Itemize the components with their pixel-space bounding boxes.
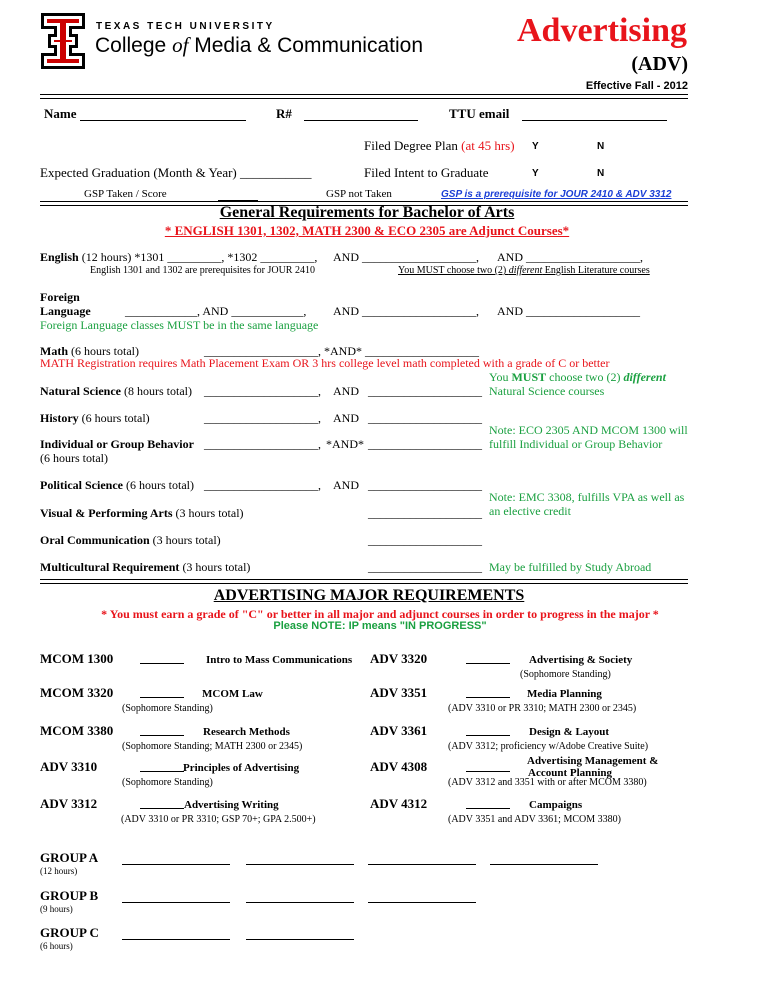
degree-plan-label (364, 138, 515, 154)
course-code: ADV 3361 (370, 723, 428, 738)
math-label-text: Math (40, 344, 68, 358)
adjunct-note: * ENGLISH 1301, 1302, MATH 2300 & ECO 2305 are Adjunct Courses* (164, 223, 570, 238)
course-name: Advertising Writing (184, 799, 279, 811)
natsci-label (40, 384, 192, 399)
program-abbr: (ADV) (631, 53, 688, 75)
course-grade-field[interactable] (466, 735, 510, 736)
course-code: ADV 3351 (370, 685, 428, 700)
vpa-label (40, 506, 244, 521)
course-grade-field[interactable] (140, 697, 184, 698)
header-rule (40, 94, 688, 99)
oral-label (40, 533, 221, 548)
course-code: ADV 3312 (40, 796, 98, 811)
history-label-text: History (40, 411, 79, 425)
group-course-field[interactable] (490, 864, 598, 865)
group-course-field[interactable] (122, 939, 230, 940)
course-prereq: (ADV 3312 and 3351 with or after MCOM 3380) (448, 777, 647, 788)
emc-note-2: an elective credit (489, 504, 571, 518)
natsci-note-1 (489, 370, 666, 385)
group-hours: (6 hours) (40, 941, 73, 951)
course-prereq: (ADV 3310 or PR 3310; GSP 70+; GPA 2.500+) (121, 814, 316, 825)
degree-plan-text: Filed Degree Plan (364, 138, 458, 153)
course-grade-field[interactable] (466, 663, 510, 664)
name-field[interactable] (80, 120, 246, 121)
emc-note-1: Note: EMC 3308, fulfills VPA as well as (489, 490, 685, 504)
ttu-logo (40, 12, 86, 70)
english-label (40, 250, 317, 265)
polisci-blank-1[interactable]: ___________________, (204, 478, 321, 492)
rnum-field[interactable] (304, 120, 418, 121)
english-and-2[interactable]: AND ___________________, (497, 250, 643, 264)
gen-req-rule (40, 579, 688, 584)
group-course-field[interactable] (368, 902, 476, 903)
college-name-pre: College (95, 34, 167, 57)
oral-hours: (3 hours total) (149, 533, 221, 547)
english-choose-a: You MUST choose two (2) (398, 265, 509, 276)
igb-hours: (6 hours total) (40, 451, 108, 465)
ns-c: choose two (2) (546, 370, 624, 384)
group-course-field[interactable] (246, 939, 354, 940)
natsci-label-text: Natural Science (40, 384, 121, 398)
math-blanks[interactable]: ___________________, *AND* ___________________ (204, 344, 479, 358)
polisci-and: AND (333, 478, 359, 492)
course-grade-field[interactable] (466, 697, 510, 698)
course-grade-field[interactable] (466, 771, 510, 772)
gsp-taken-label: GSP Taken / Score (84, 188, 167, 200)
course-code: ADV 4312 (370, 796, 428, 811)
math-hours: (6 hours total) (68, 344, 139, 358)
gsp-note: GSP is a prerequisite for JOUR 2410 & ADV 3312 (441, 189, 672, 200)
email-label: TTU email (449, 106, 510, 121)
natsci-blank-2[interactable]: ___________________ (368, 384, 482, 398)
course-prereq: (ADV 3312; proficiency w/Adobe Creative Suite) (448, 741, 649, 752)
ns-b: MUST (511, 370, 547, 384)
college-name (95, 33, 423, 58)
history-label (40, 411, 150, 426)
group-course-field[interactable] (122, 902, 230, 903)
intent-no[interactable]: N (597, 168, 605, 179)
vpa-label-text: Visual & Performing Arts (40, 506, 173, 520)
college-name-of: of (172, 33, 189, 57)
course-code: MCOM 3320 (40, 685, 114, 700)
course-name: Research Methods (203, 726, 290, 738)
english-hours: (12 hours) *1301 _________, *1302 _________, (78, 250, 318, 264)
foreign-label-1: Foreign (40, 290, 80, 304)
course-prereq: (ADV 3310 or PR 3310; MATH 2300 or 2345) (448, 703, 637, 714)
multi-hours: (3 hours total) (179, 560, 251, 574)
course-grade-field[interactable] (140, 771, 184, 772)
english-label-text: English (40, 250, 79, 264)
degree-plan-yes[interactable]: Y (532, 141, 539, 152)
course-name: Advertising Management & (527, 755, 659, 767)
group-course-field[interactable] (122, 864, 230, 865)
degree-plan-note: (at 45 hrs) (461, 138, 515, 153)
college-name-post: Media & Communication (194, 34, 424, 57)
intent-label: Filed Intent to Graduate (364, 165, 489, 180)
vpa-blank[interactable]: ___________________ (368, 506, 482, 520)
major-warning: * You must earn a grade of "C" or better in all major and adjunct courses in order to progress in the major * (101, 607, 659, 621)
foreign-and-2[interactable]: AND ___________________ (497, 304, 640, 318)
group-hours: (12 hours) (40, 866, 78, 876)
english-and-1[interactable]: AND ___________________, (333, 250, 479, 264)
course-name: Design & Layout (529, 726, 610, 738)
course-name: MCOM Law (202, 688, 263, 700)
polisci-label (40, 478, 194, 493)
course-code: MCOM 1300 (40, 651, 114, 666)
english-choose-c: English Literature courses (542, 265, 650, 276)
group-course-field[interactable] (246, 902, 354, 903)
foreign-blanks[interactable]: ____________, AND ____________, (125, 304, 307, 318)
course-prereq: (Sophomore Standing; MATH 2300 or 2345) (122, 741, 303, 752)
vpa-hours: (3 hours total) (172, 506, 244, 520)
university-name: TEXAS TECH UNIVERSITY (96, 21, 275, 32)
natsci-and: AND (333, 384, 359, 398)
gen-req-title: General Requirements for Bachelor of Arts (219, 204, 515, 221)
multi-blank[interactable]: ___________________ (368, 560, 482, 574)
course-prereq: (Sophomore Standing) (122, 703, 213, 714)
natsci-blank-1[interactable]: ___________________, (204, 384, 321, 398)
course-code: MCOM 3380 (40, 723, 114, 738)
effective-date: Effective Fall - 2012 (585, 80, 688, 92)
course-code: ADV 4308 (370, 759, 428, 774)
course-code: ADV 3320 (370, 651, 428, 666)
foreign-note: Foreign Language classes MUST be in the same language (40, 318, 319, 332)
course-prereq: (Sophomore Standing) (520, 669, 611, 680)
course-name: Media Planning (527, 688, 602, 700)
ns-a: You (489, 370, 512, 384)
foreign-and-1[interactable]: AND ___________________, (333, 304, 479, 318)
ns-d: different (623, 370, 666, 384)
course-name: Advertising & Society (529, 654, 633, 666)
course-name: Principles of Advertising (183, 762, 300, 774)
igb-blank-2[interactable]: ___________________ (368, 437, 482, 451)
igb-blank-1[interactable]: ___________________, (204, 437, 321, 451)
course-name-2: Account Planning (528, 767, 613, 779)
oral-label-text: Oral Communication (40, 533, 150, 547)
email-field[interactable] (522, 120, 667, 121)
history-blank-2[interactable]: ___________________ (368, 411, 482, 425)
oral-blank[interactable]: ___________________ (368, 533, 482, 547)
course-grade-field[interactable] (140, 735, 184, 736)
expected-grad-label: Expected Graduation (Month & Year) ___________ (40, 165, 312, 180)
course-prereq: (ADV 3351 and ADV 3361; MCOM 3380) (448, 814, 621, 825)
polisci-hours: (6 hours total) (122, 478, 194, 492)
course-name: Campaigns (529, 799, 583, 811)
history-hours: (6 hours total) (78, 411, 150, 425)
group-hours: (9 hours) (40, 904, 73, 914)
course-name: Intro to Mass Communications (206, 654, 353, 666)
group-course-field[interactable] (368, 864, 476, 865)
polisci-blank-2[interactable]: ___________________ (368, 478, 482, 492)
foreign-label-2: Language (40, 304, 91, 318)
polisci-label-text: Political Science (40, 478, 123, 492)
multi-label-text: Multicultural Requirement (40, 560, 180, 574)
group-label: GROUP B (40, 888, 99, 903)
ip-note: Please NOTE: IP means "IN PROGRESS" (273, 620, 487, 632)
igb-and: *AND* (326, 437, 364, 451)
multi-note: May be fulfilled by Study Abroad (489, 560, 652, 574)
intent-yes[interactable]: Y (532, 168, 539, 179)
course-prereq: (Sophomore Standing) (122, 777, 213, 788)
group-label: GROUP A (40, 850, 99, 865)
english-choose-note (398, 265, 650, 276)
rnum-label: R# (276, 106, 292, 121)
group-label: GROUP C (40, 925, 99, 940)
english-choose-b: different (508, 265, 543, 276)
page-title: Advertising (517, 12, 687, 49)
name-label: Name (44, 106, 77, 121)
eco-note-1: Note: ECO 2305 AND MCOM 1300 will (489, 423, 688, 437)
course-grade-field[interactable] (140, 663, 184, 664)
course-grade-field[interactable] (466, 808, 510, 809)
multi-label (40, 560, 250, 575)
english-prereq-note: English 1301 and 1302 are prerequisites for JOUR 2410 (90, 265, 315, 276)
course-code: ADV 3310 (40, 759, 98, 774)
group-course-field[interactable] (246, 864, 354, 865)
igb-label: Individual or Group Behavior (40, 437, 194, 451)
major-req-title: ADVERTISING MAJOR REQUIREMENTS (213, 587, 525, 604)
history-and: AND (333, 411, 359, 425)
math-note: MATH Registration requires Math Placement Exam OR 3 hrs college level math completed with a grade of C or better (40, 356, 610, 370)
history-blank-1[interactable]: ___________________, (204, 411, 321, 425)
natsci-note-2: Natural Science courses (489, 384, 605, 398)
degree-plan-no[interactable]: N (597, 141, 605, 152)
gsp-not-label: GSP not Taken (326, 188, 392, 200)
natsci-hours: (8 hours total) (120, 384, 192, 398)
course-grade-field[interactable] (140, 808, 184, 809)
eco-note-2: fulfill Individual or Group Behavior (489, 437, 663, 451)
